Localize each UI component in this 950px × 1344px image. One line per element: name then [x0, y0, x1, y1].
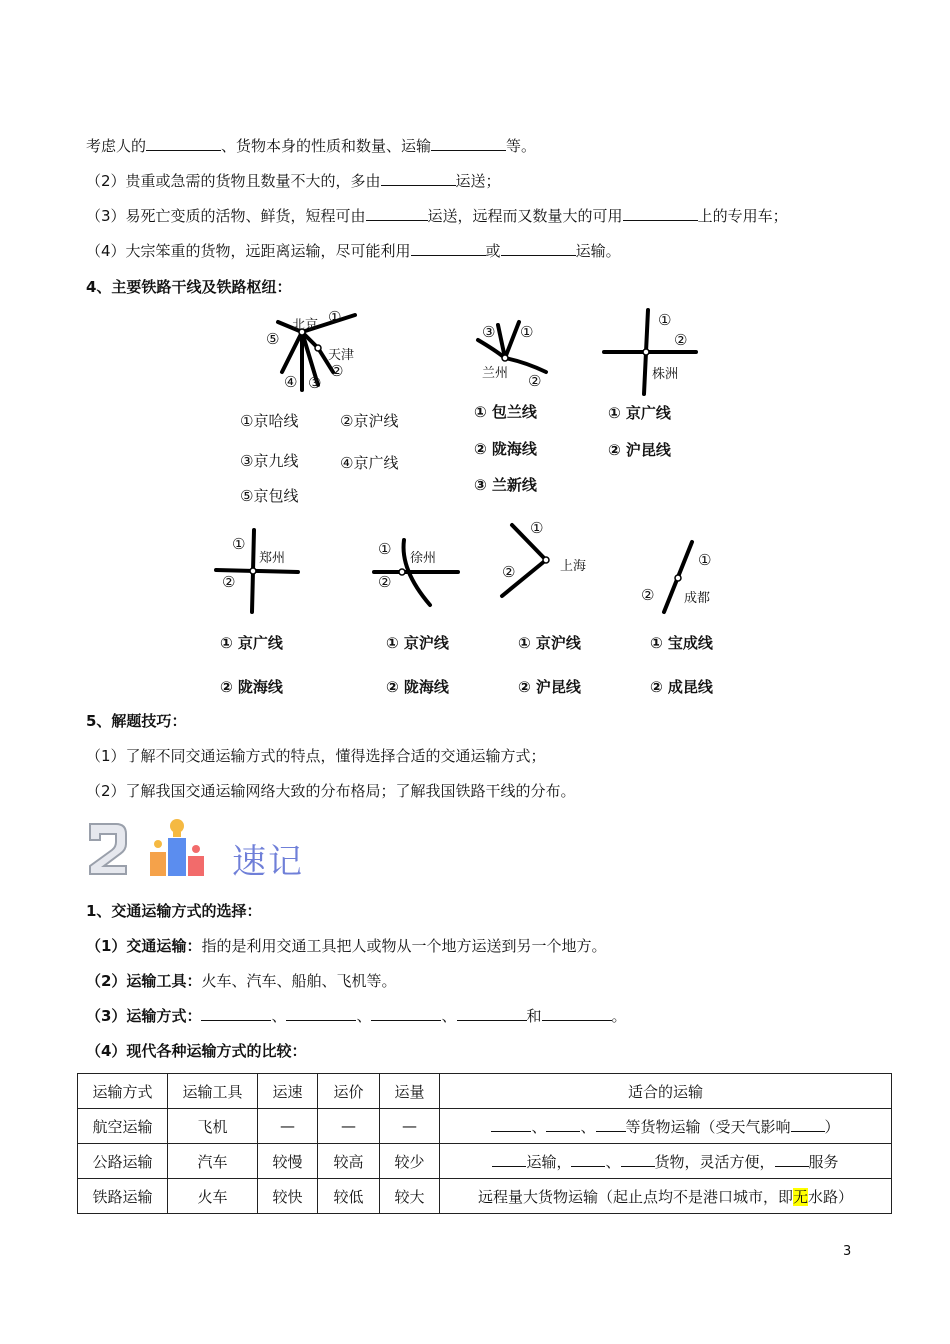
marker-3: ③	[308, 374, 322, 392]
text: ）	[824, 1117, 840, 1136]
text: 运送，远程而又数量大的可用	[427, 207, 623, 225]
line-label: ①京哈线	[240, 412, 299, 430]
zhuzhou-hub-tracks	[604, 310, 696, 394]
section4-title: 4、主要铁路干线及铁路枢纽：	[86, 278, 292, 296]
marker-2: ②	[330, 362, 344, 380]
quick-p4: （4）现代各种运输方式的比较：	[86, 1042, 307, 1060]
blank	[546, 1117, 580, 1132]
line-label: ① 包兰线	[474, 403, 537, 421]
marker-2: ②	[674, 331, 688, 349]
marker-1: ①	[658, 311, 672, 329]
blank	[621, 1152, 655, 1167]
city-label-zhuzhou: 株洲	[652, 367, 679, 382]
text: 等。	[506, 137, 537, 155]
text: 火车、汽车、船舶、飞机等。	[201, 972, 397, 990]
text: 货物，灵活方便，	[654, 1152, 775, 1171]
line-label: ② 陇海线	[474, 440, 537, 458]
quick-title: 1、交通运输方式的选择：	[86, 902, 262, 920]
quick-p1	[86, 936, 606, 956]
podium-icon	[150, 819, 204, 876]
line-label: ③ 兰新线	[474, 476, 537, 494]
page-number: 3	[843, 1244, 852, 1259]
table-cell: 汽车	[168, 1144, 258, 1179]
blank	[791, 1117, 825, 1132]
table-header: 运输方式	[78, 1074, 168, 1109]
marker-1: ①	[698, 551, 712, 569]
table-row	[78, 1109, 892, 1144]
marker-1: ①	[378, 540, 392, 558]
table-header: 运输工具	[168, 1074, 258, 1109]
city-label-lanzhou: 兰州	[482, 366, 509, 381]
tip-2: （2）了解我国交通运输网络大致的分布格局；了解我国铁路干线的分布。	[86, 782, 576, 800]
marker-2: ②	[502, 563, 516, 581]
table-cell: 较快	[258, 1179, 318, 1214]
table-cell: 较慢	[258, 1144, 318, 1179]
table-cell: —	[318, 1109, 380, 1144]
marker-3: ③	[482, 323, 496, 341]
table-cell: 火车	[168, 1179, 258, 1214]
marker-2: ②	[528, 372, 542, 390]
line-label: ②京沪线	[340, 412, 399, 430]
marker-1: ①	[520, 323, 534, 341]
label: （3）运输方式：	[86, 1007, 202, 1025]
text: 运输，	[526, 1152, 572, 1171]
transport-comparison-table	[77, 1073, 892, 1214]
line-label: ④京广线	[340, 454, 399, 472]
blank	[596, 1117, 626, 1132]
zhengzhou-hub-tracks	[216, 530, 298, 612]
text: 。	[611, 1007, 627, 1025]
blank	[492, 1152, 526, 1167]
blank	[571, 1152, 605, 1167]
table-cell: 较高	[318, 1144, 380, 1179]
table-cell: 铁路运输	[78, 1179, 168, 1214]
quick-p3	[86, 1006, 627, 1026]
line-label: ① 京沪线	[518, 634, 581, 652]
table-cell: —	[258, 1109, 318, 1144]
city-label-chengdu: 成都	[684, 591, 711, 606]
line-label: ③京九线	[240, 452, 299, 470]
line-label: ② 陇海线	[220, 678, 283, 696]
text: 或	[485, 242, 501, 260]
marker-2: ②	[378, 573, 392, 591]
text: 、货物本身的性质和数量、运输	[221, 137, 432, 155]
line-label: ② 成昆线	[650, 678, 713, 696]
line-label: ② 沪昆线	[518, 678, 581, 696]
city-label-beijing: 北京	[292, 318, 319, 333]
table-cell-suit	[440, 1144, 892, 1179]
line-label: ① 京广线	[608, 404, 671, 422]
city-label-shanghai: 上海	[560, 559, 587, 574]
table-header: 运量	[380, 1074, 440, 1109]
blank	[371, 1006, 441, 1021]
table-cell: 较低	[318, 1179, 380, 1214]
text: （4）大宗笨重的货物，远距离运输，尽可能利用	[86, 242, 411, 260]
table-cell: 飞机	[168, 1109, 258, 1144]
table-cell: —	[380, 1109, 440, 1144]
line-label: ① 宝成线	[650, 634, 713, 652]
text: （2）贵重或急需的货物且数量不大的，多由	[86, 172, 381, 190]
text: 、	[531, 1117, 547, 1136]
text: 、	[605, 1152, 621, 1171]
blank	[775, 1152, 809, 1167]
label: （1）交通运输：	[86, 937, 202, 955]
text: 、	[356, 1007, 372, 1025]
banner-title: 速记	[232, 842, 304, 882]
line-label: ① 京广线	[220, 634, 283, 652]
marker-1: ①	[530, 519, 544, 537]
blank	[542, 1006, 612, 1021]
text: 和	[526, 1007, 542, 1025]
text: 运输。	[575, 242, 621, 260]
blank	[457, 1006, 527, 1021]
line-label: ② 陇海线	[386, 678, 449, 696]
text: 水路）	[808, 1187, 854, 1206]
table-cell-suit	[440, 1109, 892, 1144]
marker-1: ①	[232, 535, 246, 553]
blank	[286, 1006, 356, 1021]
text: 等货物运输（受天气影响	[625, 1117, 791, 1136]
quick-p2	[86, 971, 396, 991]
table-row	[78, 1144, 892, 1179]
text: 服务	[808, 1152, 839, 1171]
text: 运送；	[455, 172, 501, 190]
marker-4: ④	[284, 373, 298, 391]
label: （2）运输工具：	[86, 972, 202, 990]
text: 、	[271, 1007, 287, 1025]
table-header: 运速	[258, 1074, 318, 1109]
section5-title: 5、解题技巧：	[86, 712, 187, 730]
table-row	[78, 1179, 892, 1214]
text: 、	[441, 1007, 457, 1025]
tip-1: （1）了解不同交通运输方式的特点，懂得选择合适的交通运输方式；	[86, 747, 546, 765]
table-cell: 较少	[380, 1144, 440, 1179]
table-cell: 公路运输	[78, 1144, 168, 1179]
highlighted-text: 无	[792, 1187, 808, 1206]
text: 指的是利用交通工具把人或物从一个地方运送到另一个地方。	[201, 937, 607, 955]
line-label: ② 沪昆线	[608, 441, 671, 459]
table-cell: 航空运输	[78, 1109, 168, 1144]
marker-1: ①	[328, 308, 342, 326]
table-header-row	[78, 1074, 892, 1109]
table-header: 运价	[318, 1074, 380, 1109]
text: 远程量大货物运输（起止点均不是港口城市，即	[477, 1187, 793, 1206]
table-header: 适合的运输	[440, 1074, 892, 1109]
line-label: ⑤京包线	[240, 487, 299, 505]
marker-2: ②	[641, 586, 655, 604]
line-label: ① 京沪线	[386, 634, 449, 652]
city-label-tianjin: 天津	[328, 348, 355, 363]
text: 、	[580, 1117, 596, 1136]
marker-2: ②	[222, 573, 236, 591]
marker-5: ⑤	[266, 330, 280, 348]
text: 考虑人的	[86, 137, 147, 155]
blank	[491, 1117, 531, 1132]
text: 上的专用车；	[697, 207, 788, 225]
text: （3）易死亡变质的活物、鲜货，短程可由	[86, 207, 366, 225]
blank	[201, 1006, 271, 1021]
city-label-xuzhou: 徐州	[410, 551, 437, 566]
table-cell-suit	[440, 1179, 892, 1214]
table-cell: 较大	[380, 1179, 440, 1214]
number-2-icon	[90, 824, 126, 874]
city-label-zhengzhou: 郑州	[259, 551, 286, 566]
